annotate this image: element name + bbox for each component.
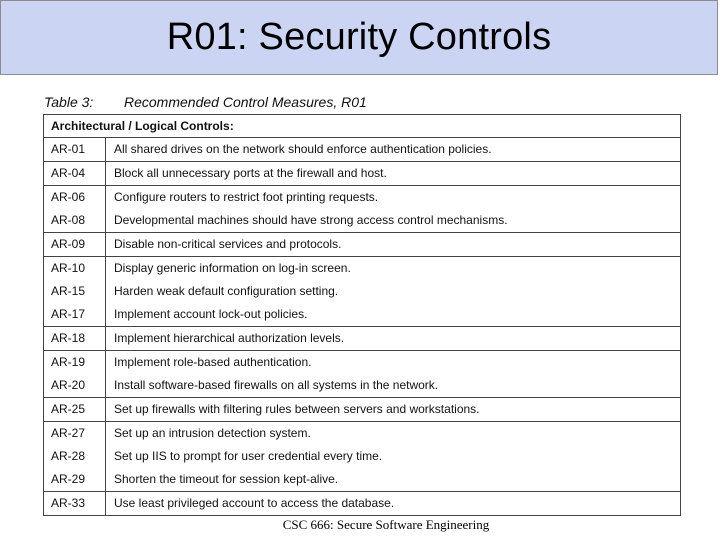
table-row <box>44 351 680 374</box>
table-row <box>44 468 680 491</box>
table-row <box>44 162 680 185</box>
table-section-header: Architectural / Logical Controls: <box>44 115 680 138</box>
control-group <box>44 162 680 186</box>
control-code: AR-18 <box>44 327 106 350</box>
control-code: AR-10 <box>44 257 106 280</box>
control-description: Implement role-based authentication. <box>114 355 312 369</box>
table-row <box>44 233 680 256</box>
control-code: AR-06 <box>44 186 106 209</box>
control-description: All shared drives on the network should enforce authentication policies. <box>114 142 492 156</box>
table-row <box>44 398 680 421</box>
control-code: AR-15 <box>44 280 106 303</box>
table-row <box>44 257 680 280</box>
table-row <box>44 280 680 303</box>
control-group <box>44 351 680 398</box>
control-description: Shorten the timeout for session kept-alive. <box>114 472 339 486</box>
control-description: Configure routers to restrict foot printing requests. <box>114 190 379 204</box>
control-description: Implement account lock-out policies. <box>114 307 308 321</box>
control-code: AR-27 <box>44 422 106 445</box>
control-group <box>44 398 680 422</box>
control-code: AR-04 <box>44 162 106 185</box>
table-caption <box>44 94 367 110</box>
control-description: Implement hierarchical authorization levels. <box>114 331 345 345</box>
control-description: Block all unnecessary ports at the firewall and host. <box>114 166 387 180</box>
control-code: AR-09 <box>44 233 106 256</box>
control-code: AR-19 <box>44 351 106 374</box>
table-caption-title: Recommended Control Measures, R01 <box>124 94 367 110</box>
control-description: Display generic information on log-in screen. <box>114 261 351 275</box>
control-group <box>44 492 680 515</box>
table-row <box>44 303 680 326</box>
control-code: AR-25 <box>44 398 106 421</box>
control-code: AR-29 <box>44 468 106 491</box>
control-description: Use least privileged account to access the database. <box>114 496 395 510</box>
table-row <box>44 492 680 515</box>
control-description: Set up firewalls with filtering rules between servers and workstations. <box>114 402 480 416</box>
control-description: Set up an intrusion detection system. <box>114 426 311 440</box>
control-code: AR-33 <box>44 492 106 515</box>
table-row <box>44 186 680 209</box>
control-code: AR-17 <box>44 303 106 326</box>
table-row <box>44 445 680 468</box>
control-group <box>44 257 680 327</box>
control-group <box>44 233 680 257</box>
control-description: Disable non-critical services and protocols. <box>114 237 342 251</box>
table-row <box>44 138 680 161</box>
control-description: Set up IIS to prompt for user credential every time. <box>114 449 383 463</box>
table-row <box>44 209 680 232</box>
controls-table <box>43 114 681 516</box>
control-group <box>44 422 680 492</box>
control-group <box>44 327 680 351</box>
control-code: AR-28 <box>44 445 106 468</box>
slide-title-bar <box>0 0 718 75</box>
table-row <box>44 327 680 350</box>
table-caption-number: Table 3: <box>44 94 94 110</box>
control-code: AR-20 <box>44 374 106 397</box>
control-code: AR-08 <box>44 209 106 232</box>
slide-footer: CSC 666: Secure Software Engineering <box>282 517 490 532</box>
control-description: Harden weak default configuration setting. <box>114 284 339 298</box>
table-row <box>44 422 680 445</box>
control-group <box>44 138 680 162</box>
control-description: Developmental machines should have strong access control mechanisms. <box>114 213 508 227</box>
control-group <box>44 186 680 233</box>
control-code: AR-01 <box>44 138 106 161</box>
slide-title: R01: Security Controls <box>166 16 552 58</box>
table-row <box>44 374 680 397</box>
control-description: Install software-based firewalls on all systems in the network. <box>114 378 439 392</box>
